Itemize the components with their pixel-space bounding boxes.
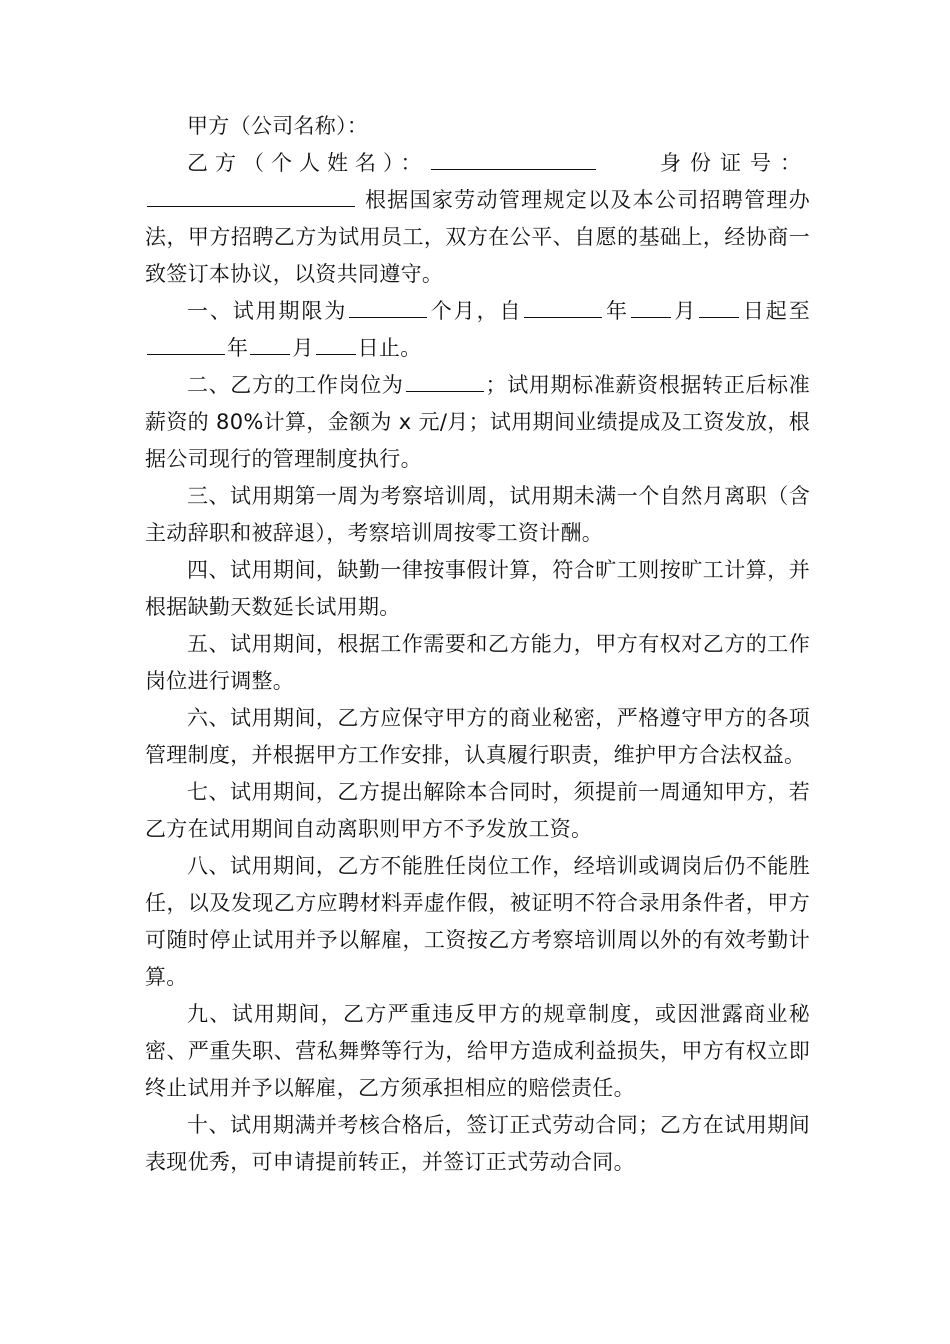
clause-8: 八、试用期间，乙方不能胜任岗位工作，经培训或调岗后仍不能胜任，以及发现乙方应聘材料弄虚作假，被证明不符合录用条件者，甲方可随时停止试用并予以解雇，工资按乙方考察培训周以外的有效考勤计算。 xyxy=(145,854,810,989)
clause-1-text-b: 年 xyxy=(604,299,629,323)
party-a-line xyxy=(145,108,810,145)
party-a-label: 甲方（公司名称）： xyxy=(187,114,369,138)
id-number-label: 身份证号： xyxy=(660,151,810,175)
clause-1-text-c: 月 xyxy=(672,299,698,323)
clause-2-prefix: 二、乙方的工作岗位为 xyxy=(187,373,404,397)
start-year-blank xyxy=(524,295,602,318)
end-day-blank xyxy=(316,332,356,355)
clause-1-text-g: 日止。 xyxy=(357,336,422,360)
start-month-blank xyxy=(631,295,671,318)
clause-7: 七、试用期间，乙方提出解除本合同时，须提前一周通知甲方，若乙方在试用期间自动离职则甲方不予发放工资。 xyxy=(145,780,810,841)
party-b-line xyxy=(145,145,810,182)
intro-text: 根据国家劳动管理规定以及本公司招聘管理办法，甲方招聘乙方为试用员工，双方在公平、自愿的基础上，经协商一致签订本协议，以资共同遵守。 xyxy=(145,188,810,286)
clause-1-text-a: 个月，自 xyxy=(429,299,523,323)
clause-9: 九、试用期间，乙方严重违反甲方的规章制度，或因泄露商业秘密、严重失职、营私舞弊等行为，给甲方造成利益损失，甲方有权立即终止试用并予以解雇，乙方须承担相应的赔偿责任。 xyxy=(145,1002,810,1100)
clause-1-prefix: 一、试用期限为 xyxy=(187,299,348,323)
id-number-blank xyxy=(147,184,355,207)
clause-3: 三、试用期第一周为考察培训周，试用期未满一个自然月离职（含主动辞职和被辞退），考察培训周按零工资计酬。 xyxy=(145,484,810,545)
end-year-blank xyxy=(147,332,225,355)
party-b-name-blank xyxy=(431,147,596,170)
clause-10: 十、试用期满并考核合格后，签订正式劳动合同；乙方在试用期间表现优秀，可申请提前转正，并签订正式劳动合同。 xyxy=(145,1113,810,1174)
start-day-blank xyxy=(699,295,739,318)
clause-4: 四、试用期间，缺勤一律按事假计算，符合旷工则按旷工计算，并根据缺勤天数延长试用期。 xyxy=(145,558,810,619)
clause-1-text-e: 年 xyxy=(227,336,249,360)
clause-1 xyxy=(145,293,810,367)
clause-1-text-f: 月 xyxy=(292,336,314,360)
clause-1-text-d: 日起至 xyxy=(741,299,810,323)
clause-2-text: ；试用期标准薪资根据转正后标准薪资的 80%计算，金额为 x 元/月；试用期间业绩提成及工资发放，根据公司现行的管理制度执行。 xyxy=(145,373,811,471)
position-blank xyxy=(406,369,484,392)
clause-5: 五、试用期间，根据工作需要和乙方能力，甲方有权对乙方的工作岗位进行调整。 xyxy=(145,632,810,693)
months-blank xyxy=(349,295,427,318)
clause-2 xyxy=(145,367,810,478)
contract-body xyxy=(145,108,810,1181)
clause-6: 六、试用期间，乙方应保守甲方的商业秘密，严格遵守甲方的各项管理制度，并根据甲方工作安排，认真履行职责，维护甲方合法权益。 xyxy=(145,706,810,767)
end-month-blank xyxy=(250,332,290,355)
party-b-intro xyxy=(145,182,810,293)
party-b-label: 乙方（个人姓名）： xyxy=(187,151,429,175)
